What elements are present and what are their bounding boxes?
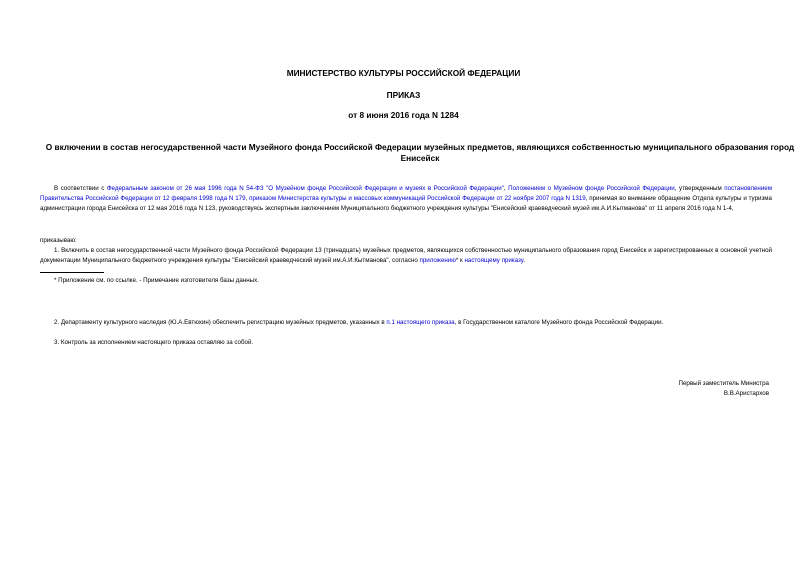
item-2-paragraph — [40, 318, 772, 328]
preamble-text-4: , — [245, 195, 250, 202]
ministry-order-link[interactable]: приказом Министерства культуры и массовых коммуникаций Российской Федерации от 22 ноября 2007 года N 1319 — [249, 195, 586, 202]
museum-fund-regulation-link[interactable]: Положением о Музейном фонде Российской Федерации — [508, 185, 675, 192]
order-word: приказываю: — [40, 237, 77, 244]
footnote: * Приложение см. по ссылке. - Примечание изготовителя базы данных. — [54, 277, 259, 284]
order-title: О включении в состав негосударственной части Музейного фонда Российской Федерации музейных предметов, являющихся собственностью муниципального образования город Енисейск — [45, 142, 795, 163]
preamble-text-3: , утвержденным — [674, 185, 725, 192]
preamble-text-5: , принимая во внимание обращение Отдела культуры и туризма администрации города Енисейска от 12 мая 2016 года N 123, руководствуясь экспертным заключением Муниципального бюджетного учреждения культуры "Енисейский краеведческий музей им.А.И.Кытманова" от 11 апреля 2016 года N 1-4, — [40, 195, 772, 212]
item-1-paragraph — [40, 246, 772, 266]
item-1-text-1: 1. Включить в состав негосударственной части Музейного фонда Российской Федерации 13 (тринадцать) музейных предметов, являющихся собственностью муниципального образования город Енисейск и зарегистрированных в основной учетной документации Муниципального бюджетного учреждения культуры "Енисейский краеведческий музей им.А.И.Кытманова", согласно — [40, 247, 772, 264]
preamble-text-2: , — [503, 185, 509, 192]
signature-name: В.В.Аристархов — [723, 390, 769, 397]
federal-law-link[interactable]: Федеральным законом от 26 мая 1996 года N 54-ФЗ "О Музейном фонде Российской Федерации и музеях в Российской Федерации" — [106, 185, 504, 192]
this-order-link[interactable]: настоящему приказу — [464, 257, 524, 264]
item-2-text-1: 2. Департаменту культурного наследия (Ю.А.Евтюхин) обеспечить регистрацию музейных предметов, указанных в — [54, 319, 387, 326]
item-3-paragraph: 3. Контроль за исполнением настоящего приказа оставляю за собой. — [54, 339, 254, 346]
item-2-text-2: , в Государственном каталоге Музейного фонда Российской Федерации. — [454, 319, 664, 326]
preamble-paragraph — [40, 184, 772, 214]
government-decree-link[interactable]: постановлением Правительства Российской Федерации от 12 февраля 1998 года N 179 — [40, 185, 772, 202]
footnote-divider — [40, 272, 104, 273]
item-1-reference-link[interactable]: п.1 настоящего приказа — [386, 319, 455, 326]
preamble-text-1: В соответствии с — [54, 185, 107, 192]
signature-position: Первый заместитель Министра — [678, 380, 769, 387]
item-1-text-3: . — [523, 257, 526, 264]
doc-type-heading: ПРИКАЗ — [386, 90, 421, 100]
ministry-heading: МИНИСТЕРСТВО КУЛЬТУРЫ РОССИЙСКОЙ ФЕДЕРАЦИИ — [286, 68, 521, 78]
item-1-text-2: * к — [455, 257, 465, 264]
appendix-link[interactable]: приложению — [419, 257, 456, 264]
order-date-number: от 8 июня 2016 года N 1284 — [348, 110, 459, 120]
